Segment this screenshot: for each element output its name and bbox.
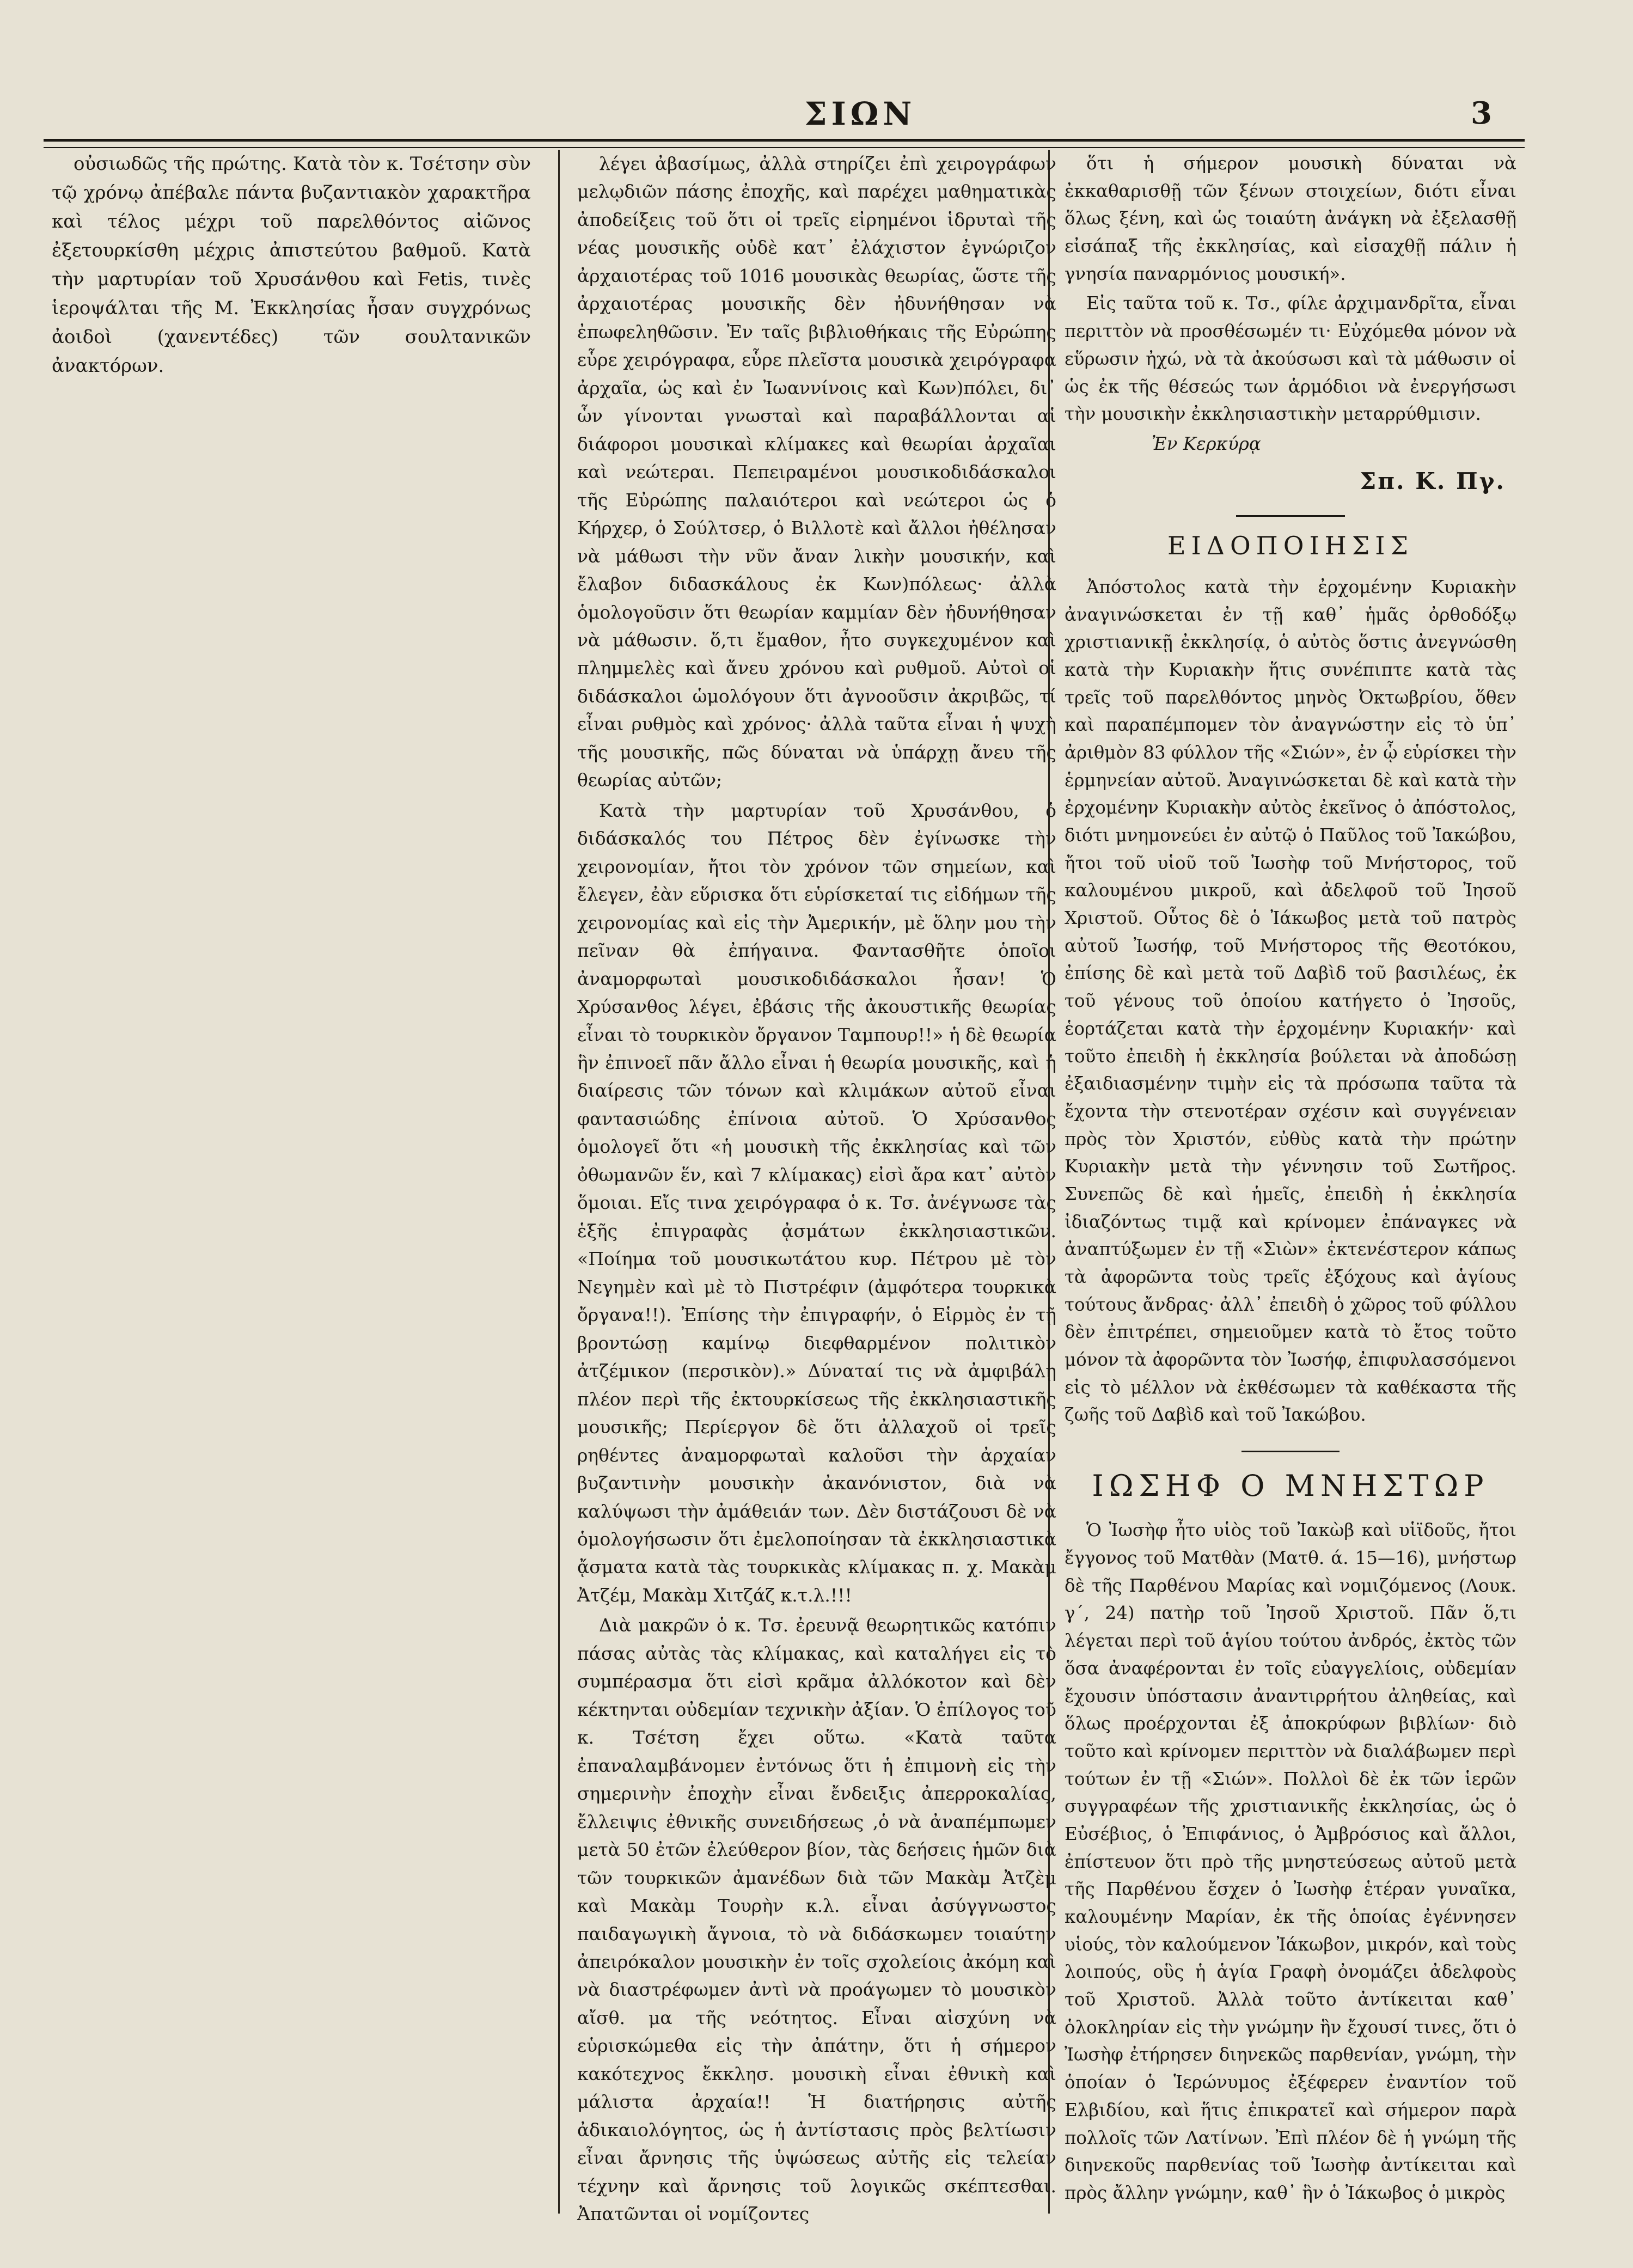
page-number: 3 (1471, 95, 1492, 131)
header-rule (44, 139, 1525, 148)
notice-paragraph: Ἀπόστολος κατὰ τὴν ἐρχομένην Κυριακὴν ἀναγινώσκεται ἐν τῇ καθ᾽ ἡμᾶς ὀρθοδόξῳ χριστιανικῇ ἐκκλησίᾳ, ὁ αὐτὸς ὅστις ἀνεγνώσθη κατὰ τὴν Κυριακὴν ἥτις συνέπιπτε κατὰ τὰς τρεῖς τοῦ παρελθόντος μηνὸς Ὀκτωβρίου, ὅθεν καὶ παραπέμπομεν τὸν ἀναγνώστην εἰς τὸ ὑπ᾽ ἀριθμὸν 83 φύλλον τῆς «Σιών», ἐν ᾧ εὑρίσκει τὴν ἑρμηνείαν αὐτοῦ. Ἀναγινώσκεται δὲ καὶ κατὰ τὴν ἐρχομένην Κυριακὴν αὐτὸς ἐκεῖνος ὁ ἀπόστολος, διότι μνημονεύει ἐν αὐτῷ ὁ Παῦλος τοῦ Ἰακώβου, ἤτοι τοῦ υἱοῦ τοῦ Ἰωσὴφ τοῦ Μνήστορος, τοῦ καλουμένου μικροῦ, καὶ ἀδελφοῦ τοῦ Ἰησοῦ Χριστοῦ. Οὗτος δὲ ὁ Ἰάκωβος μετὰ τοῦ πατρὸς αὐτοῦ Ἰωσήφ, τοῦ Μνήστορος τῆς Θεοτόκου, ἐπίσης δὲ καὶ μετὰ τοῦ Δαβὶδ τοῦ βασιλέως, ἐκ τοῦ γένους τοῦ ὁποίου κατήγετο ὁ Ἰησοῦς, ἑορτάζεται κατὰ τὴν ἐρχομένην Κυριακήν· καὶ τοῦτο ἐπειδὴ ἡ ἐκκλησία βούλεται νὰ ἀποδώσῃ ἐξαιδιασμένην τιμὴν εἰς τὰ πρόσωπα ταῦτα τὰ ἔχοντα τὴν στενοτέραν σχέσιν καὶ συγγένειαν πρὸς τὸν Χριστόν, εὐθὺς κατὰ τὴν πρώτην Κυριακὴν μετὰ τὴν γέννησιν τοῦ Σωτῆρος. Συνεπῶς δὲ καὶ ἡμεῖς, ἐπειδὴ ἡ ἐκκλησία ἰδιαζόντως τιμᾷ καὶ κρίνομεν ἐπάναγκες νὰ ἀναπτύξωμεν ἐν τῇ «Σιὼν» ἐκτενέστερον κάπως τὰ ἀφορῶντα τοὺς τρεῖς ἐξόχους καὶ ἁγίους τούτους ἄνδρας· ἀλλ᾽ ἐπειδὴ ὁ χῶρος τοῦ φύλλου δὲν ἐπιτρέπει, σημειοῦμεν κατὰ τὸ ἔτος τοῦτο μόνον τὰ ἀφορῶντα τὸν Ἰωσήφ, ἐπιφυλασσόμενοι εἰς τὸ μέλλον νὰ ἐκθέσωμεν τὰ καθέκαστα τῆς ζωῆς τοῦ Δαβὶδ καὶ τοῦ Ἰακώβου. (1065, 576, 1517, 1426)
body-paragraph: Εἰς ταῦτα τοῦ κ. Τσ., φίλε ἀρχιμανδρῖτα, εἶναι περιττὸν νὰ προσθέσωμέν τι· Εὐχόμεθα μόνον νὰ εὕρωσιν ἠχώ, νὰ τὰ ἀκούσωσι καὶ τὰ μάθωσιν οἱ ὡς ἐκ τῆς θέσεώς των ἁρμόδιοι νὰ ἐνεργήσωσι τὴν μουσικὴν ἐκκλησιαστικὴν μεταρρύθμισιν. (1065, 293, 1516, 425)
author-signature: Σπ. Κ. Πγ. (1360, 467, 1506, 494)
column-divider (558, 150, 560, 2214)
body-paragraph: Κατὰ τὴν μαρτυρίαν τοῦ Χρυσάνθου, ὁ διδάσκαλός του Πέτρος δὲν ἐγίνωσκε τὴν χειρονομίαν, ἤτοι τὸν χρόνον τῶν σημείων, καὶ ἔλεγεν, ἐὰν εὕρισκα ὅτι εὑρίσκεταί τις εἰδήμων τῆς χειρονομίας καὶ εἰς τὴν Ἀμερικήν, μὲ ὅλην μου τὴν πεῖναν θὰ ἐπήγαινα. Φαντασθῆτε ὁποῖοι ἀναμορφωταὶ μουσικοδιδάσκαλοι ἦσαν! Ὁ Χρύσανθος λέγει, ἐβάσις τῆς ἀκουστικῆς θεωρίας εἶναι τὸ τουρκικὸν ὄργανον Ταμπουρ!!» ἡ δὲ θεωρία ἣν ἐπινοεῖ πᾶν ἄλλο εἶναι ἡ θεωρία μουσικῆς, καὶ ἡ διαίρεσις τῶν τόνων καὶ κλιμάκων αὐτοῦ εἶναι φαντασιώδης ἐπίνοια αὐτοῦ. Ὁ Χρύσανθος ὁμολογεῖ ὅτι «ἡ μουσικὴ τῆς ἐκκλησίας καὶ τῶν ὀθωμανῶν ἕν, καὶ 7 κλίμακας) εἰσὶ ἄρα κατ᾽ αὐτὸν ὅμοιαι. Εἴς τινα χειρόγραφα ὁ κ. Τσ. ἀνέγνωσε τὰς ἑξῆς ἐπιγραφὰς ᾀσμάτων ἐκκλησιαστικῶν. «Ποίημα τοῦ μουσικωτάτου κυρ. Πέτρου μὲ τὸν Νεγημὲν καὶ μὲ τὸ Πιστρέφιν (ἀμφότερα τουρκικὰ ὄργανα!!). Ἐπίσης τὴν ἐπιγραφήν, ὁ Εἱρμὸς ἐν τῇ βροντώσῃ καμίνῳ διεφθαρμένον πολιτικὸν ἀτζέμικον (περσικὸν).» Δύναταί τις νὰ ἀμφιβάλῃ πλέον περὶ τῆς ἐκτουρκίσεως τῆς ἐκκλησιαστικῆς μουσικῆς; Περίεργον δὲ ὅτι ἀλλαχοῦ οἱ τρεῖς ρηθέντες ἀναμορφωταὶ καλοῦσι τὴν ἀρχαίαν βυζαντινὴν μουσικὴν ἀκανόνιστον, διὰ νὰ καλύψωσι τὴν ἀμάθειάν των. Δὲν διστάζουσι δὲ νὰ ὁμολογήσωσιν ὅτι ἐμελοποίησαν τὰ ἐκκλησιαστικὰ ᾄσματα κατὰ τὰς τουρκικὰς κλίμακας π. χ. Μακὰμ Ἀτζέμ, Μακὰμ Χιτζάζ κ.τ.λ.!!! (577, 799, 1056, 1606)
body-paragraph: Διὰ μακρῶν ὁ κ. Τσ. ἐρευνᾷ θεωρητικῶς κατόπιν πάσας αὐτὰς τὰς κλίμακας, καὶ καταλήγει εἰς τὸ συμπέρασμα ὅτι εἰσὶ κρᾶμα ἀλλόκοτον καὶ δὲν κέκτηνται οὐδεμίαν τεχνικὴν ἀξίαν. Ὁ ἐπίλογος τοῦ κ. Τσέτση ἔχει οὕτω. «Κατὰ ταῦτα ἐπαναλαμβάνομεν ἐντόνως ὅτι ἡ ἐπιμονὴ εἰς τὴν σημερινὴν ἐποχὴν εἶναι ἔνδειξις ἀπερροκαλίας, ἔλλειψις ἐθνικῆς συνειδήσεως ,ὁ νὰ ἀναπέμπωμεν μετὰ 50 ἐτῶν ἐλεύθερον βίον, τὰς δεήσεις ἡμῶν διὰ τῶν τουρκικῶν ἀμανέδων διὰ τῶν Μακὰμ Ἀτζὲμ καὶ Μακὰμ Τουρὴν κ.λ. εἶναι ἀσύγγνωστος παιδαγωγικὴ ἄγνοια, τὸ νὰ διδάσκωμεν τοιαύτην ἀπειρόκαλον μουσικὴν ἐν τοῖς σχολείοις ἀκόμη καὶ νὰ διαστρέφωμεν ἀντὶ νὰ προάγωμεν τὸ μουσικὸν αἴσθ. μα τῆς νεότητος. Εἶναι αἰσχύνη νὰ εὑρισκώμεθα εἰς τὴν ἀπάτην, ὅτι ἡ σήμερον κακότεχνος ἔκκλησ. μουσικὴ εἶναι ἐθνικὴ καὶ μάλιστα ἀρχαία!! Ἡ διατήρησις αὐτῆς ἀδικαιολόγητος, ὡς ἡ ἀντίστασις πρὸς βελτίωσιν εἶναι ἄρνησις τῆς ὑψώσεως αὐτῆς εἰς τελείαν τέχνην καὶ ἄρνησις τοῦ λογικῶς σκέπτεσθαι. Ἀπατῶνται οἱ νομίζοντες (577, 1615, 1056, 2225)
column-right (1065, 150, 1516, 2207)
body-paragraph: οὐσιωδῶς τῆς πρώτης. Κατὰ τὸν κ. Τσέτσην σὺν τῷ χρόνῳ ἀπέβαλε πάντα βυζαντιακὸν χαρακτῆρα καὶ τέλος μέχρι τοῦ παρελθόντος αἰῶνος ἐξετουρκίσθη μέχρις ἀπιστεύτου βαθμοῦ. Κατὰ τὴν μαρτυρίαν τοῦ Χρυσάνθου καὶ Fetis, τινὲς ἱεροψάλται τῆς Μ. Ἐκκλησίας ἦσαν συγχρόνως ἀοιδοὶ (χανεντέδες) τῶν σουλτανικῶν ἀνακτόρων. (52, 153, 531, 377)
column-left (52, 150, 531, 381)
masthead-title: ΣΙΩΝ (804, 95, 916, 132)
article-heading: ΙΩΣΗΦ Ο ΜΝΗΣΤΩΡ (1092, 1469, 1489, 1503)
section-divider (1241, 1451, 1340, 1452)
article-paragraph: Ὁ Ἰωσὴφ ἦτο υἱὸς τοῦ Ἰακὼβ καὶ υἱϊδοῦς, ἤτοι ἔγγονος τοῦ Ματθὰν (Ματθ. ά. 15—16), μνήστωρ δὲ τῆς Παρθένου Μαρίας καὶ νομιζόμενος (Λουκ. γ΄, 24) πατὴρ τοῦ Ἰησοῦ Χριστοῦ. Πᾶν ὅ,τι λέγεται περὶ τοῦ ἁγίου τούτου ἀνδρός, ἐκτὸς τῶν ὅσα ἀναφέρονται ἐν τοῖς εὐαγγελίοις, οὐδεμίαν ἔχουσιν ὑπόστασιν ἀναντιρρήτου ἀληθείας, καὶ ὅλως προέρχονται ἐξ ἀποκρύφων βιβλίων· διὸ τοῦτο καὶ κρίνομεν περιττὸν νὰ διαλάβωμεν περὶ τούτων ἐν τῇ «Σιών». Πολλοὶ δὲ ἐκ τῶν ἱερῶν συγγραφέων τῆς χριστιανικῆς ἐκκλησίας, ὡς ὁ Εὐσέβιος, ὁ Ἐπιφάνιος, ὁ Ἀμβρόσιος καὶ ἄλλοι, ἐπίστευον ὅτι πρὸ τῆς μνηστεύσεως αὐτοῦ μετὰ τῆς Παρθένου ἔσχεν ὁ Ἰωσὴφ ἑτέραν γυναῖκα, καλουμένην Μαρίαν, ἐκ τῆς ὁποίας ἐγέννησεν υἱούς, τὸν καλούμενον Ἰάκωβον, μικρόν, καὶ τοὺς λοιπούς, οὓς ἡ ἁγία Γραφὴ ὀνομάζει ἀδελφοὺς τοῦ Χριστοῦ. Ἀλλὰ τοῦτο ἀντίκειται καθ᾽ ὁλοκληρίαν εἰς τὴν γνώμην ἣν ἔχουσί τινες, ὅτι ὁ Ἰωσὴφ ἐτήρησεν διηνεκῶς παρθενίαν, γνώμη, τὴν ὁποίαν ὁ Ἱερώνυμος ἐξέφερεν ἐναντίον τοῦ Ελβιδίου, καὶ ἥτις ἐπικρατεῖ καὶ σήμερον παρὰ πολλοῖς τῶν Λατίνων. Ἐπὶ πλέον δὲ ἡ γνώμη τῆς διηνεκοῦς παρθενίας τοῦ Ἰωσὴφ ἀντίκειται καὶ πρὸς ἄλλην γνώμην, καθ᾽ ἣν ὁ Ἰάκωβος ὁ μικρὸς (1065, 1520, 1516, 2203)
section-divider (1236, 515, 1345, 517)
notice-heading: ΕΙΔΟΠΟΙΗΣΙΣ (1167, 531, 1414, 561)
column-middle (577, 150, 1056, 2228)
letter-signoff: Ἐν Κερκύρᾳ (1152, 433, 1261, 454)
body-paragraph: λέγει ἀβασίμως, ἀλλὰ στηρίζει ἐπὶ χειρογράφων μελῳδιῶν πάσης ἐποχῆς, καὶ παρέχει μαθηματικὰς ἀποδείξεις τοῦ ὅτι οἱ τρεῖς εἰρημένοι ἱδρυταὶ τῆς νέας μουσικῆς οὐδὲ κατ᾽ ἐλάχιστον ἐγνώριζον ἀρχαιοτέρας τοῦ 1016 μουσικὰς θεωρίας, ὥστε τῆς ἀρχαιοτέρας μουσικῆς δὲν ἠδυνήθησαν νὰ ἐπωφεληθῶσιν. Ἐν ταῖς βιβλιοθήκαις τῆς Εὐρώπης εὗρε χειρόγραφα, εὗρε πλεῖστα μουσικὰ χειρόγραφα ἀρχαῖα, ὡς καὶ ἐν Ἰωαννίνοις καὶ Κων)πόλει, δι᾽ ὧν γίνονται γνωσταὶ καὶ παραβάλλονται αἱ διάφοροι μουσικαὶ κλίμακες καὶ θεωρίαι ἀρχαῖαι καὶ νεώτεραι. Πεπειραμένοι μουσικοδιδάσκαλοι τῆς Εὐρώπης παλαιότεροι καὶ νεώτεροι ὡς ὁ Κήρχερ, ὁ Σούλτσερ, ὁ Βιλλοτὲ καὶ ἄλλοι ἠθέλησαν νὰ μάθωσι τὴν νῦν ἄναν λικὴν μουσικήν, καὶ ἔλαβον διδασκάλους ἐκ Κων)πόλεως· ἀλλὰ ὁμολογοῦσιν ὅτι θεωρίαν καμμίαν δὲν ἠδυνήθησαν νὰ μάθωσιν. ὅ,τι ἔμαθον, ἦτο συγκεχυμένον καὶ πλημμελὲς καὶ ἄνευ χρόνου καὶ ρυθμοῦ. Αὐτοὶ οἱ διδάσκαλοι ὡμολόγουν ὅτι ἀγνοοῦσιν ἀκριβῶς, τί εἶναι ρυθμὸς καὶ χρόνος· ἀλλὰ ταῦτα εἶναι ἡ ψυχὴ τῆς μουσικῆς, πῶς δύναται νὰ ὑπάρχῃ ἄνευ τῆς θεωρίας αὐτῶν; (577, 153, 1056, 791)
body-paragraph: ὅτι ἡ σήμερον μουσικὴ δύναται νὰ ἐκκαθαρισθῇ τῶν ξένων στοιχείων, διότι εἶναι ὅλως ξένη, καὶ ὡς τοιαύτη ἀνάγκη νὰ ἐξελασθῇ εἰσάπαξ τῆς ἐκκλησίας, καὶ εἰσαχθῇ πάλιν ἡ γνησία παναρμόνιος μουσική». (1065, 153, 1516, 284)
page-header (44, 95, 1492, 139)
